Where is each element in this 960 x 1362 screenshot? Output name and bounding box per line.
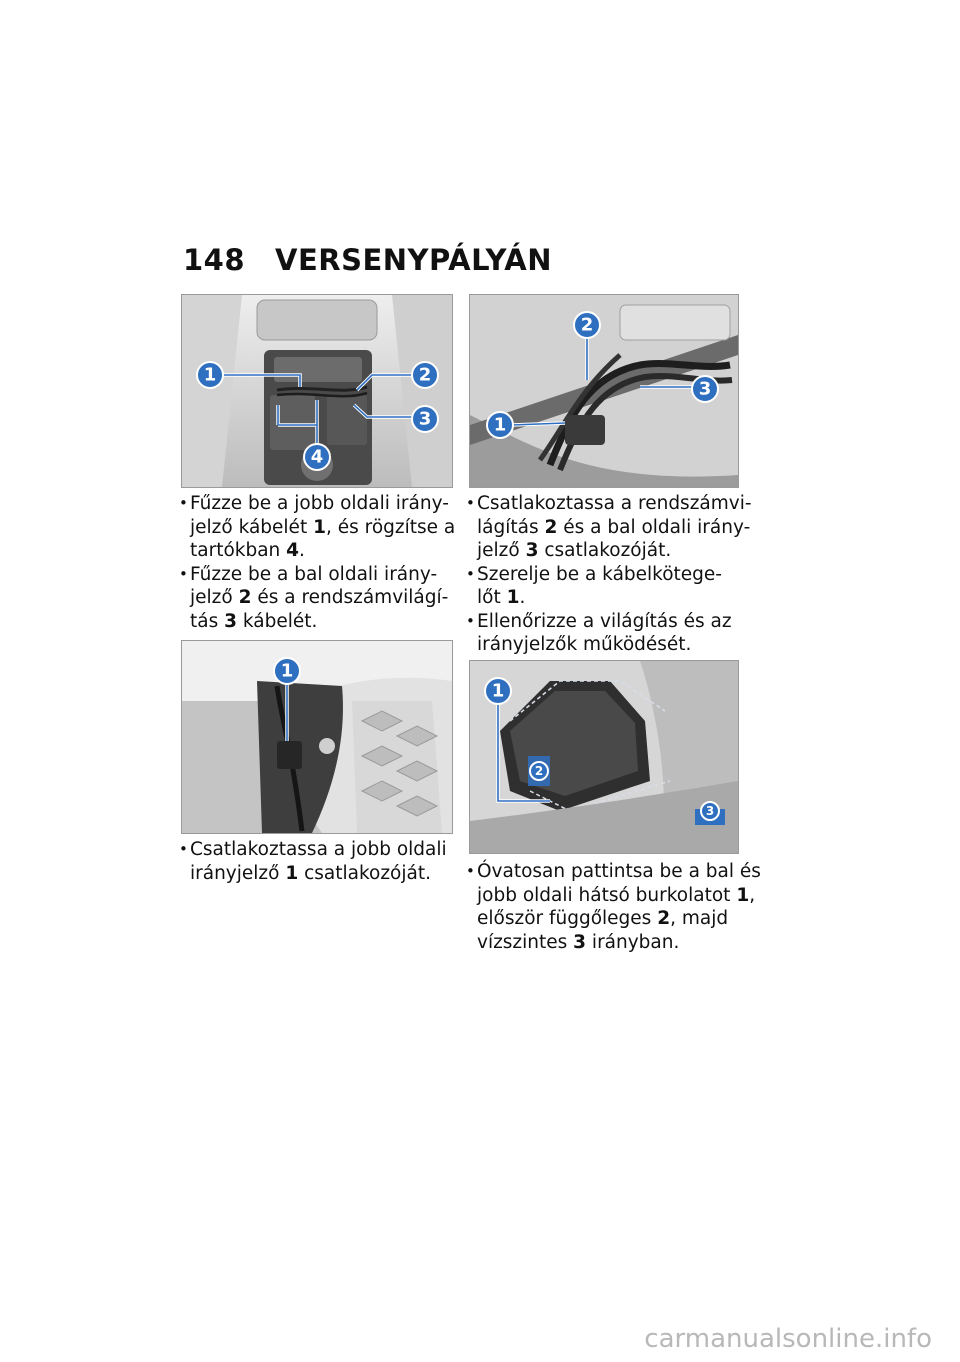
figure-illustration [182,641,452,833]
figure-illustration [182,295,452,487]
instructions-right-1 [467,492,752,657]
callout-3 [412,406,438,432]
page-number: 148 [183,243,246,277]
callout-2 [412,362,438,388]
svg-text:1: 1 [280,660,294,682]
svg-text:4: 4 [310,446,324,468]
instructions-left-1 [180,492,455,633]
svg-text:3: 3 [705,804,715,818]
callout-4 [304,444,330,470]
svg-text:2: 2 [418,364,432,386]
figure-illustration [470,295,738,487]
svg-text:2: 2 [580,314,594,336]
svg-text:1: 1 [203,364,217,386]
instruction-item: • Ellenőrizze a világítás és az irányjelzők működését. [467,610,747,657]
callout-2 [574,312,600,338]
figure-rear-cover-installation [469,660,739,854]
svg-text:2: 2 [534,764,544,778]
instruction-item: • Fűzze be a bal oldali irány- jelző 2 és a rendszámvilágí- tás 3 kábelét. [180,563,455,634]
page-header [183,243,552,277]
instruction-item: • Fűzze be a jobb oldali irány- jelző kábelét 1, és rögzítse a tartókban 4. [180,492,455,563]
instructions-right-2 [467,860,761,954]
instruction-item: • Csatlakoztassa a jobb oldali irányjelző 1 csatlakozóját. [180,838,455,885]
svg-text:3: 3 [698,378,712,400]
callout-1 [487,412,513,438]
figure-illustration [470,661,738,853]
figure-right-indicator-connector [181,640,453,834]
watermark: carmanualsonline.info [644,1324,932,1354]
figure-seat-area-cables [181,294,453,488]
instructions-left-2 [180,838,455,885]
figure-wiring-harness [469,294,739,488]
instruction-item: • Csatlakoztassa a rendszámvi- lágítás 2 és a bal oldali irány- jelző 3 csatlakozóját. [467,492,747,563]
callout-1 [274,658,300,684]
svg-text:1: 1 [491,680,505,702]
instruction-item: • Óvatosan pattintsa be a bal és jobb oldali hátsó burkolatot 1, először függőleges 2, majd vízszintes 3 irányban. [467,860,747,954]
callout-3 [701,802,719,820]
svg-text:3: 3 [418,408,432,430]
instruction-item: • Szerelje be a kábelkötege- lőt 1. [467,563,747,610]
section-title: VERSENYPÁLYÁN [275,243,552,277]
callout-1 [485,678,511,704]
callout-2 [530,762,548,780]
callout-3 [692,376,718,402]
svg-text:1: 1 [493,414,507,436]
callout-1 [197,362,223,388]
